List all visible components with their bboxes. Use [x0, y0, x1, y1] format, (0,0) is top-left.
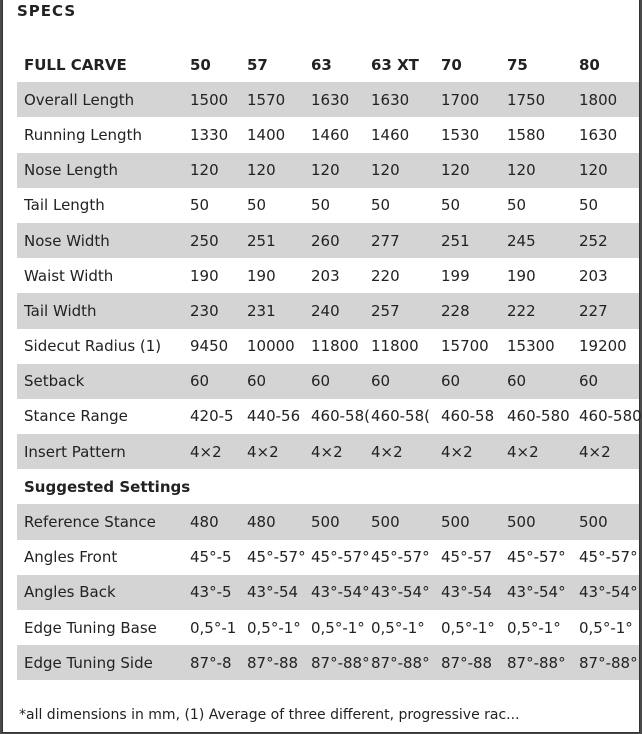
row-value: 0,5°-1° — [304, 610, 364, 645]
row-value: 440-56 — [240, 399, 304, 434]
row-value: 87°-8 — [183, 645, 240, 680]
row-label: Running Length — [17, 117, 183, 152]
row-value: 1330 — [183, 117, 240, 152]
row-value: 1580 — [500, 117, 572, 152]
header-column: 63 — [304, 47, 364, 82]
row-value: 45°-57° — [304, 540, 364, 575]
footnote: *all dimensions in mm, (1) Average of three different, progressive rac... — [19, 707, 520, 723]
row-value: 190 — [240, 258, 304, 293]
row-value: 500 — [434, 504, 500, 539]
row-value: 19200 — [572, 329, 639, 364]
row-label: Nose Length — [17, 153, 183, 188]
row-value: 87°-88° — [500, 645, 572, 680]
row-value: 43°-5 — [183, 575, 240, 610]
row-value: 231 — [240, 293, 304, 328]
table-row — [17, 575, 639, 610]
row-value: 43°-54 — [434, 575, 500, 610]
row-value: 0,5°-1 — [183, 610, 240, 645]
row-value: 460-580 — [572, 399, 639, 434]
specs-table — [17, 47, 642, 680]
table-row — [17, 610, 639, 645]
row-label: Edge Tuning Base — [17, 610, 183, 645]
header-column: 50 — [183, 47, 240, 82]
row-value: 60 — [240, 364, 304, 399]
row-value: 43°-54 — [240, 575, 304, 610]
row-label: Angles Front — [17, 540, 183, 575]
row-label: Overall Length — [17, 82, 183, 117]
row-value: 1700 — [434, 82, 500, 117]
row-value: 1630 — [572, 117, 639, 152]
row-value: 43°-54° — [304, 575, 364, 610]
row-value: 50 — [572, 188, 639, 223]
row-value: 260 — [304, 223, 364, 258]
row-value: 0,5°-1° — [240, 610, 304, 645]
row-value: 60 — [500, 364, 572, 399]
row-value: 10000 — [240, 329, 304, 364]
table-row — [17, 188, 639, 223]
row-value: 222 — [500, 293, 572, 328]
row-value: 87°-88° — [572, 645, 639, 680]
row-value: 251 — [240, 223, 304, 258]
row-value: 190 — [183, 258, 240, 293]
header-column: 80 — [572, 47, 639, 82]
table-row — [17, 293, 639, 328]
row-value: 45°-57° — [500, 540, 572, 575]
row-label: Tail Length — [17, 188, 183, 223]
settings-header-row — [17, 469, 639, 504]
row-value: 120 — [304, 153, 364, 188]
row-value: 1630 — [364, 82, 434, 117]
row-value: 0,5°-1° — [500, 610, 572, 645]
row-value: 500 — [572, 504, 639, 539]
row-value: 203 — [572, 258, 639, 293]
row-value: 240 — [304, 293, 364, 328]
row-value: 252 — [572, 223, 639, 258]
specs-card — [2, 0, 640, 733]
row-value: 120 — [240, 153, 304, 188]
table-row — [17, 117, 639, 152]
row-value: 45°-57 — [434, 540, 500, 575]
row-value: 1570 — [240, 82, 304, 117]
table-row — [17, 645, 639, 680]
row-value: 50 — [500, 188, 572, 223]
row-value: 250 — [183, 223, 240, 258]
settings-header: Suggested Settings — [17, 469, 639, 504]
row-value: 190 — [500, 258, 572, 293]
row-value: 251 — [434, 223, 500, 258]
row-value: 500 — [364, 504, 434, 539]
row-value: 230 — [183, 293, 240, 328]
row-value: 257 — [364, 293, 434, 328]
row-value: 500 — [500, 504, 572, 539]
row-value: 50 — [183, 188, 240, 223]
row-value: 0,5°-1° — [434, 610, 500, 645]
row-value: 50 — [434, 188, 500, 223]
row-value: 1800 — [572, 82, 639, 117]
table-row — [17, 399, 639, 434]
row-value: 11800 — [364, 329, 434, 364]
row-value: 43°-54° — [500, 575, 572, 610]
row-label: Nose Width — [17, 223, 183, 258]
row-value: 120 — [572, 153, 639, 188]
row-value: 1530 — [434, 117, 500, 152]
row-value: 220 — [364, 258, 434, 293]
row-value: 4×2 — [240, 434, 304, 469]
row-value: 500 — [304, 504, 364, 539]
table-row — [17, 223, 639, 258]
row-value: 4×2 — [364, 434, 434, 469]
row-value: 43°-54° — [364, 575, 434, 610]
row-value: 1500 — [183, 82, 240, 117]
header-column: 63 XT — [364, 47, 434, 82]
row-value: 1460 — [364, 117, 434, 152]
row-value: 1460 — [304, 117, 364, 152]
table-row — [17, 258, 639, 293]
row-value: 120 — [434, 153, 500, 188]
header-column: 75 — [500, 47, 572, 82]
row-label: Tail Width — [17, 293, 183, 328]
row-value: 420-5 — [183, 399, 240, 434]
row-label: Setback — [17, 364, 183, 399]
row-label: Sidecut Radius (1) — [17, 329, 183, 364]
row-label: Angles Back — [17, 575, 183, 610]
row-value: 460-580 — [500, 399, 572, 434]
row-value: 50 — [240, 188, 304, 223]
row-value: 0,5°-1° — [572, 610, 639, 645]
row-value: 460-58( — [364, 399, 434, 434]
row-value: 460-58 — [434, 399, 500, 434]
row-value: 199 — [434, 258, 500, 293]
row-value: 50 — [304, 188, 364, 223]
table-row — [17, 364, 639, 399]
row-value: 50 — [364, 188, 434, 223]
row-label: Waist Width — [17, 258, 183, 293]
row-value: 87°-88° — [304, 645, 364, 680]
row-value: 277 — [364, 223, 434, 258]
row-label: Insert Pattern — [17, 434, 183, 469]
row-value: 480 — [240, 504, 304, 539]
header-column: 57 — [240, 47, 304, 82]
row-value: 1750 — [500, 82, 572, 117]
header-column: 70 — [434, 47, 500, 82]
row-value: 1630 — [304, 82, 364, 117]
table-row — [17, 82, 639, 117]
table-row — [17, 153, 639, 188]
row-label: Stance Range — [17, 399, 183, 434]
row-value: 11800 — [304, 329, 364, 364]
section-title: SPECS — [17, 2, 77, 20]
row-value: 15300 — [500, 329, 572, 364]
row-value: 43°-54° — [572, 575, 639, 610]
table-row — [17, 540, 639, 575]
row-value: 203 — [304, 258, 364, 293]
row-value: 60 — [434, 364, 500, 399]
row-value: 4×2 — [500, 434, 572, 469]
row-value: 120 — [364, 153, 434, 188]
row-value: 87°-88 — [434, 645, 500, 680]
row-value: 45°-57° — [572, 540, 639, 575]
table-row — [17, 434, 639, 469]
table-row — [17, 504, 639, 539]
row-value: 60 — [364, 364, 434, 399]
row-value: 4×2 — [434, 434, 500, 469]
table-header-row — [17, 47, 639, 82]
row-value: 87°-88° — [364, 645, 434, 680]
row-value: 227 — [572, 293, 639, 328]
row-value: 45°-57° — [364, 540, 434, 575]
row-value: 0,5°-1° — [364, 610, 434, 645]
specs-table-wrapper — [17, 47, 642, 685]
row-value: 60 — [572, 364, 639, 399]
row-value: 45°-5 — [183, 540, 240, 575]
header-label: FULL CARVE — [17, 47, 183, 82]
row-value: 60 — [304, 364, 364, 399]
row-value: 460-58( — [304, 399, 364, 434]
row-value: 15700 — [434, 329, 500, 364]
row-value: 1400 — [240, 117, 304, 152]
row-value: 45°-57° — [240, 540, 304, 575]
row-value: 60 — [183, 364, 240, 399]
row-value: 120 — [183, 153, 240, 188]
row-value: 4×2 — [183, 434, 240, 469]
row-value: 9450 — [183, 329, 240, 364]
table-row — [17, 329, 639, 364]
row-value: 245 — [500, 223, 572, 258]
row-value: 120 — [500, 153, 572, 188]
row-value: 228 — [434, 293, 500, 328]
row-label: Edge Tuning Side — [17, 645, 183, 680]
row-value: 87°-88 — [240, 645, 304, 680]
row-value: 480 — [183, 504, 240, 539]
row-value: 4×2 — [572, 434, 639, 469]
row-label: Reference Stance — [17, 504, 183, 539]
row-value: 4×2 — [304, 434, 364, 469]
